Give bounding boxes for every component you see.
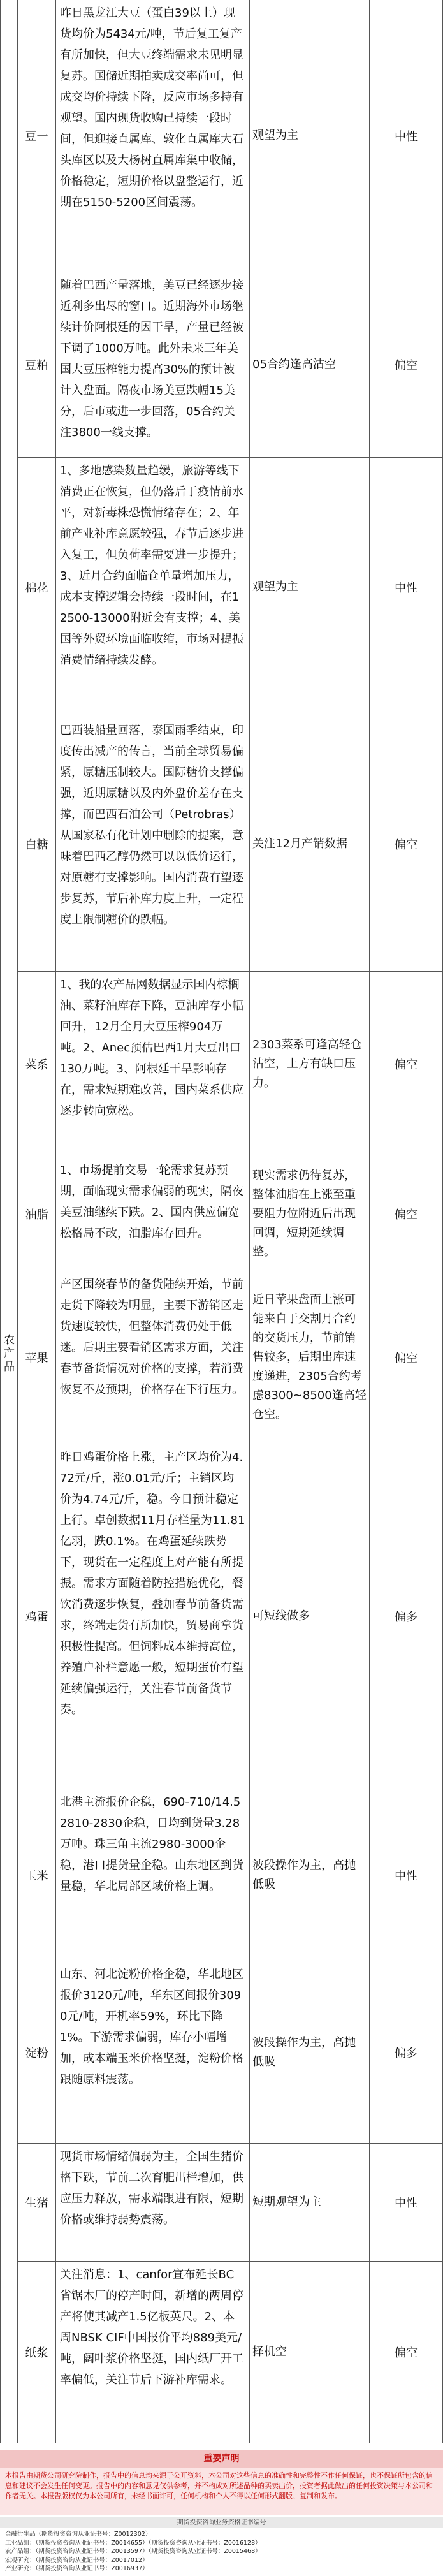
trading-view (250, 1444, 370, 1789)
trading-view (250, 2144, 370, 2261)
bias-rating: 中性 (395, 1869, 418, 1883)
table-row (18, 1444, 442, 1789)
commodity-name: 纸浆 (18, 2262, 56, 2443)
market-analysis: 昨日黑龙江大豆（蛋白39以上）现货均价为5434元/吨，节后复工复产有所加快，但大豆终端需求未见明显复苏。国储近期拍卖成交率尚可，但成交均价持续下降，反应市场多持有观望。国内现货收购已持续一段时间，但迎接直属库、敦化直属库大石头库区以及大杨树直属库集中收储，价格稳定，短期价格以盘整运行，近期在5150-5200区间震荡。 (56, 0, 250, 272)
market-analysis: 巴西装船量回落，泰国雨季结束，印度传出减产的传言，当前全球贸易偏紧，原糖压制较大。国际糖价支撑偏强，近期原糖以及内外盘价差存在支撑，而巴西石油公司（Petrobras）从国家私有化计划中删除的提案，意味着巴西乙醇仍然可以以低价运行，对原糖有支撑影响。国内消费有望逐步复苏，节后补库力度上升，一定程度上限制糖价的跌幅。 (56, 717, 250, 971)
disclaimer-body: 本报告由期货公司研究院制作，报告中的信息均来源于公开资料，本公司对这些信息的准确性和完整性不作任何保证，也不保证所包含的信息和建议不会发生任何变更。报告中的内容和意见仅供参考，并不构成对所述品种的买卖出价，投资者据此做出的任何投资决策与本公司和作者无关。本报告版权仅为本公司所有，未经书面许可，任何机构和个人不得以任何形式翻版、复制和发布。 (0, 2468, 443, 2515)
license-number-bar: 期货投资咨询业务资格证书编号 (0, 2517, 443, 2528)
table-row (18, 2262, 442, 2443)
bias-rating: 偏空 (395, 1058, 418, 1072)
bias-rating: 中性 (395, 582, 418, 595)
analyst-line: 工业品组：（期货投资咨询从业证书号：Z0014655）（期货投资咨询从业证书号：Z0016128） (5, 2539, 261, 2547)
commodity-name: 生猪 (18, 2144, 56, 2261)
bias-rating: 中性 (395, 2197, 418, 2210)
table-row (18, 458, 442, 717)
commodity-name: 鸡蛋 (18, 1444, 56, 1789)
trading-view-text: 现实需求仍待复苏，整体油脂在上涨至重要阻力位附近后出现回调，短期延续调整。 (252, 1169, 356, 1259)
trading-view (250, 972, 370, 1157)
market-analysis: 关注消息：1、canfor宣布延长BC省锯木厂的停产时间，新增的两周停产将使其减产1.5亿板英尺。2、本周NBSK CIF中国报价平均889美元/吨，阔叶浆价格坚挺，国内纸厂开工率偏低，关注节后下游补库需求。 (56, 2262, 250, 2443)
trading-view-text: 波段操作为主，高抛低吸 (252, 1858, 356, 1891)
market-analysis: 1、多地感染数量趋缓，旅游等线下消费正在恢复，但仍落后于疫情前水平，对新毒株恐慌情绪存在；2、年前产业补库意愿较强，春节后逐步进入复工，但负荷率需要进一步提升；3、近月合约面临仓单量增加压力，成本支撑逻辑会持续一段时间，在12500-13000附近会有支撑；4、美国等外贸环境面临收缩，市场对提振消费情绪持续发酵。 (56, 458, 250, 717)
table-row (18, 1271, 442, 1444)
market-analysis: 随着巴西产量落地，美豆已经逐步接近利多出尽的窗口。近期海外市场继续计价阿根廷的因干旱，产量已经被下调了1000万吨。此外未来三年美国大豆压榨能力提高30%的预计被计入盘面。隔夜市场美豆跌幅15美分，后市或进一步回落，05合约关注3800一线支撑。 (56, 272, 250, 457)
table-row (18, 1157, 442, 1271)
category-column (1, 0, 18, 2443)
commodity-name: 苹果 (18, 1271, 56, 1444)
trading-view-text: 可短线做多 (252, 1609, 310, 1623)
analyst-line: 产业研究：（期货投资咨询从业证书号：Z0016937） (5, 2565, 149, 2572)
trading-view (250, 272, 370, 457)
trading-view (250, 0, 370, 272)
trading-view-text: 观望为主 (252, 580, 298, 594)
bias-rating: 中性 (395, 130, 418, 143)
trading-view-text: 择机空 (252, 2345, 287, 2359)
analyst-line: 金融衍生品（期货投资咨询从业证书号：Z0012302） (5, 2531, 152, 2538)
commodity-name: 豆一 (18, 0, 56, 272)
commodity-name: 菜系 (18, 972, 56, 1157)
table-row (18, 972, 442, 1157)
market-analysis: 产区围绕春节的备货陆续开始，节前走货下降较为明显，主要下游销区走货速度较快，但整体消费仍处于低迷。后期主要看销区需求方面，关注春节备货情况对价格的支撑，若消费恢复不及预期，价格存在下行压力。 (56, 1271, 250, 1444)
table-row (18, 2144, 442, 2262)
bias-rating: 偏空 (395, 838, 418, 852)
trading-view (250, 458, 370, 717)
disclaimer-title: 重要声明 (0, 2450, 443, 2468)
bias-rating: 偏空 (395, 2346, 418, 2360)
trading-view (250, 1961, 370, 2143)
bias-rating: 偏多 (395, 2046, 418, 2060)
trading-view (250, 2262, 370, 2443)
trading-view-text: 05合约逢高沽空 (252, 358, 336, 371)
trading-view (250, 1271, 370, 1444)
commodity-name: 油脂 (18, 1157, 56, 1271)
market-analysis: 1、市场提前交易一轮需求复苏预期，面临现实需求偏弱的现实，隔夜美豆油继续下跌。2、国内供应偏宽松格局不改，油脂库存回升。 (56, 1157, 250, 1271)
market-analysis: 山东、河北淀粉价格企稳，华北地区报价3120元/吨，华东区间报价3090元/吨，开机率59%，环比下降1%。下游需求偏弱，库存小幅增加，成本端玉米价格坚挺，淀粉价格跟随原料震荡。 (56, 1961, 250, 2143)
bias-rating: 偏空 (395, 359, 418, 372)
table-row (18, 717, 442, 972)
market-analysis: 现货市场情绪偏弱为主，全国生猪价格下跌，节前二次育肥出栏增加，供应压力释放，需求端跟进有限，短期价格或维持弱势震荡。 (56, 2144, 250, 2261)
analyst-credentials (0, 2530, 443, 2575)
table-row (18, 1961, 442, 2144)
bias-rating: 偏多 (395, 1611, 418, 1624)
trading-view-text: 关注12月产销数据 (252, 837, 347, 851)
trading-view-text: 波段操作为主，高抛低吸 (252, 2035, 356, 2068)
commodity-name: 豆粕 (18, 272, 56, 457)
table-row (18, 272, 442, 458)
market-analysis: 北港主流报价企稳，690-710/14.5 2810-2830企稳，日均到货量3.28万吨。珠三角主流2980-3000企稳，港口提货量企稳。山东地区到货量稳，华北局部区域价格上调。 (56, 1789, 250, 1961)
market-analysis: 1、我的农产品网数据显示国内棕榈油、菜籽油库存下降，豆油库存小幅回升，12月全月大豆压榨904万吨。2、Anec预估巴西1月大豆出口130万吨。3、阿根廷干旱影响存在，需求短期难改善，国内菜系供应逐步转向宽松。 (56, 972, 250, 1157)
trading-view (250, 717, 370, 971)
commodity-name: 白糖 (18, 717, 56, 971)
analyst-line: 宏观研究：（期货投资咨询从业证书号：Z0017012） (5, 2556, 149, 2564)
table-row (18, 1789, 442, 1961)
trading-view (250, 1789, 370, 1961)
trading-view-text: 近日苹果盘面上涨可能来自于交割月合约的交货压力，节前销售较多，后期出库速度递进，2305合约考虑8300~8500逢高轻仓空。 (252, 1293, 367, 1421)
bias-rating: 偏空 (395, 1208, 418, 1222)
trading-view-text: 短期观望为主 (252, 2195, 321, 2209)
market-analysis: 昨日鸡蛋价格上涨，主产区均价为4.72元/斤，涨0.01元/斤；主销区均价为4.74元/斤，稳。今日预计稳定上行。卓创数据11月存栏量为11.81亿羽，跌0.1%。在鸡蛋延续跌势下，现货在一定程度上对产能有所提振。需求方面随着防控措施优化，餐饮消费逐步恢复，叠加春节前备货需求，终端走货有所加快，贸易商拿货积极性提高。但饲料成本维持高位，养殖户补栏意愿一般，短期蛋价有望延续偏强运行，关注春节前备货节奏。 (56, 1444, 250, 1789)
trading-view-text: 2303菜系可逢高轻仓沽空，上方有缺口压力。 (252, 1038, 362, 1090)
table-body (18, 0, 442, 2443)
trading-view (250, 1157, 370, 1271)
category-label: 农产品 (4, 1334, 15, 1373)
analyst-line: 农产品组：（期货投资咨询从业证书号：Z0013597）（期货投资咨询从业证书号：Z0015468） (5, 2548, 261, 2555)
trading-view-text: 观望为主 (252, 129, 298, 142)
commodity-name: 淀粉 (18, 1961, 56, 2143)
commodity-name: 棉花 (18, 458, 56, 717)
table-row (18, 0, 442, 272)
bias-rating: 偏空 (395, 1352, 418, 1365)
commodity-name: 玉米 (18, 1789, 56, 1961)
